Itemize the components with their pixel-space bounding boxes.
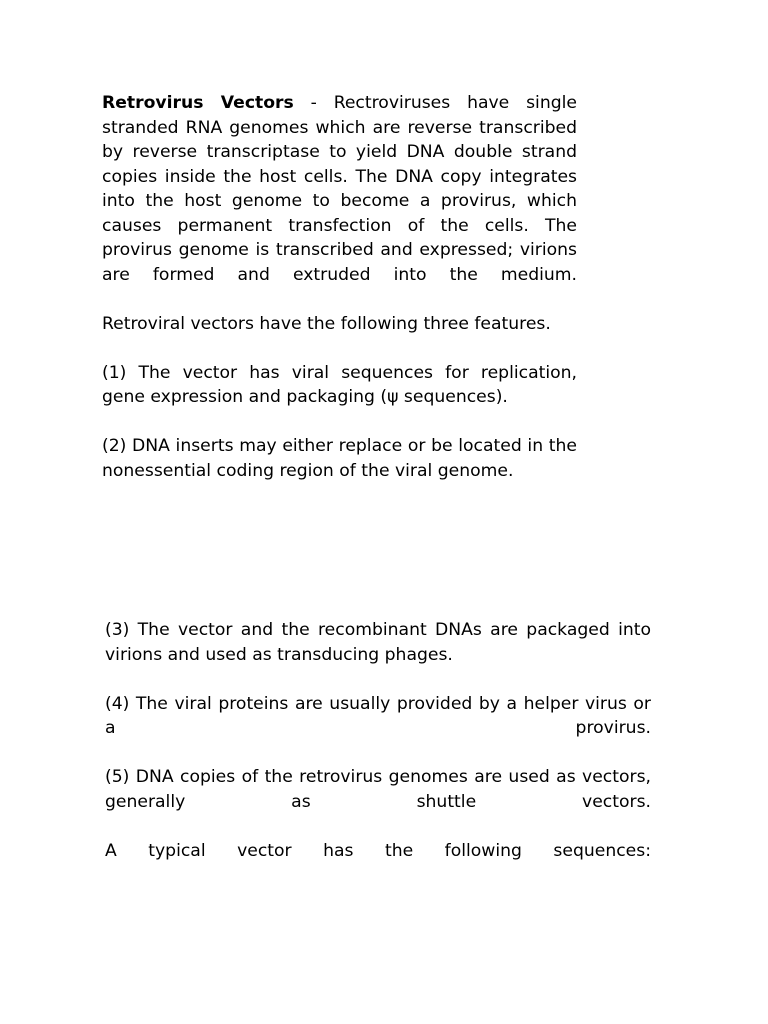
text-column-lower <box>105 618 651 888</box>
section-heading: Retrovirus Vectors <box>102 93 294 113</box>
feature-item-3: (3) The vector and the recombinant DNAs are packaged into virions and used as transducing phages. <box>105 620 651 665</box>
heading-separator: - <box>293 93 334 113</box>
text-column-upper <box>102 91 577 508</box>
intro-paragraph <box>102 91 577 287</box>
feature-item-5: (5) DNA copies of the retrovirus genomes are used as vectors, generally as shuttle vectors. <box>105 767 651 812</box>
feature-item-2: (2) DNA inserts may either replace or be located in the nonessential coding region of the viral genome. <box>102 436 577 481</box>
intro-text: Rectroviruses have single stranded RNA genomes which are reverse transcribed by reverse transcriptase to yield DNA double strand copies inside the host cells. The DNA copy integrates into the host genome to become a provirus, which causes permanent transfection of the cells. The provirus genome is transcribed and expressed; virions are formed and extruded into the medium. <box>102 93 577 285</box>
feature-item-1: (1) The vector has viral sequences for replication, gene expression and packaging (ψ sequences). <box>102 362 577 407</box>
features-intro-paragraph: Retroviral vectors have the following three features. <box>102 313 551 334</box>
closing-paragraph: A typical vector has the following sequences: <box>105 840 651 861</box>
feature-item-4: (4) The viral proteins are usually provided by a helper virus or a provirus. <box>105 693 651 738</box>
